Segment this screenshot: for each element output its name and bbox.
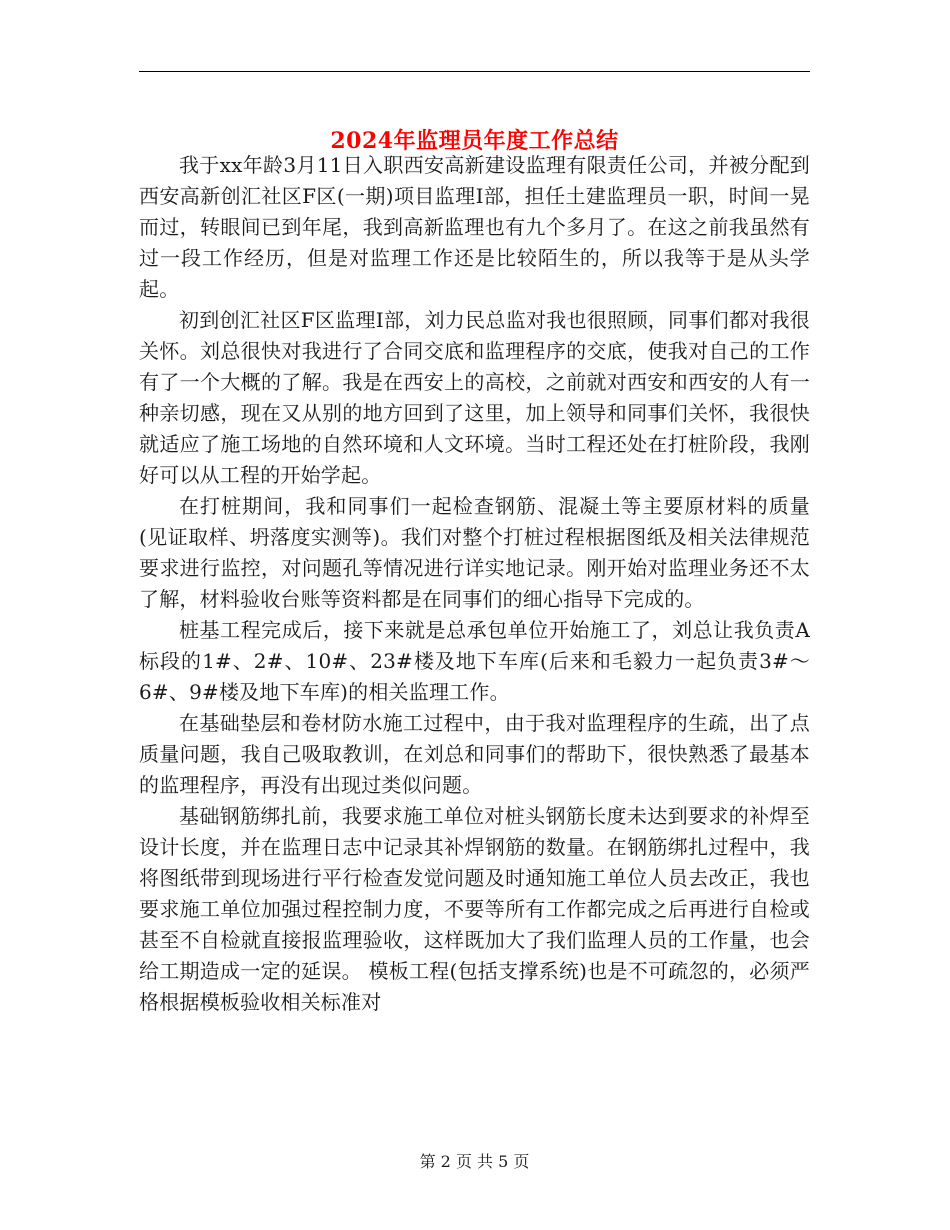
header-rule	[139, 71, 810, 72]
paragraph-1: 我于xx年龄3月11日入职西安高新建设监理有限责任公司，并被分配到西安高新创汇社区F区(一期)项目监理Ⅰ部，担任土建监理员一职，时间一晃而过，转眼间已到年尾，我到高新监理也有九个多月了。在这之前我虽然有过一段工作经历，但是对监理工作还是比较陌生的，所以我等于是从头学起。	[139, 153, 810, 301]
document-body	[139, 150, 810, 1018]
page-footer: 第 2 页 共 5 页	[419, 1152, 530, 1171]
paragraph-5: 在基础垫层和卷材防水施工过程中，由于我对监理程序的生疏，出了点质量问题，我自己吸取教训，在刘总和同事们的帮助下，很快熟悉了最基本的监理程序，再没有出现过类似问题。	[139, 711, 810, 797]
paragraph-3: 在打桩期间，我和同事们一起检查钢筋、混凝土等主要原材料的质量(见证取样、坍落度实测等)。我们对整个打桩过程根据图纸及相关法律规范要求进行监控，对问题孔等情况进行详实地记录。刚开始对监理业务还不太了解，材料验收台账等资料都是在同事们的细心指导下完成的。	[139, 494, 810, 611]
paragraph-2: 初到创汇社区F区监理Ⅰ部，刘力民总监对我也很照顾，同事们都对我很关怀。刘总很快对我进行了合同交底和监理程序的交底，使我对自己的工作有了一个大概的了解。我是在西安上的高校，之前就对西安和西安的人有一种亲切感，现在又从别的地方回到了这里，加上领导和同事们关怀，我很快就适应了施工场地的自然环境和人文环境。当时工程还处在打桩阶段，我刚好可以从工程的开始学起。	[139, 308, 810, 487]
document-title: 2024年监理员年度工作总结	[330, 127, 619, 154]
paragraph-6: 基础钢筋绑扎前，我要求施工单位对桩头钢筋长度未达到要求的补焊至设计长度，并在监理日志中记录其补焊钢筋的数量。在钢筋绑扎过程中，我将图纸带到现场进行平行检查发觉问题及时通知施工单位人员去改正，我也要求施工单位加强过程控制力度，不要等所有工作都完成之后再进行自检或甚至不自检就直接报监理验收，这样既加大了我们监理人员的工作量，也会给工期造成一定的延误。 模板工程(包括支撑系统)也是不可疏忽的，必须严格根据模板验收相关标准对	[139, 804, 810, 1014]
paragraph-4: 桩基工程完成后，接下来就是总承包单位开始施工了，刘总让我负责A标段的1#、2#、10#、23#楼及地下车库(后来和毛毅力一起负责3#～6#、9#楼及地下车库)的相关监理工作。	[139, 618, 810, 704]
